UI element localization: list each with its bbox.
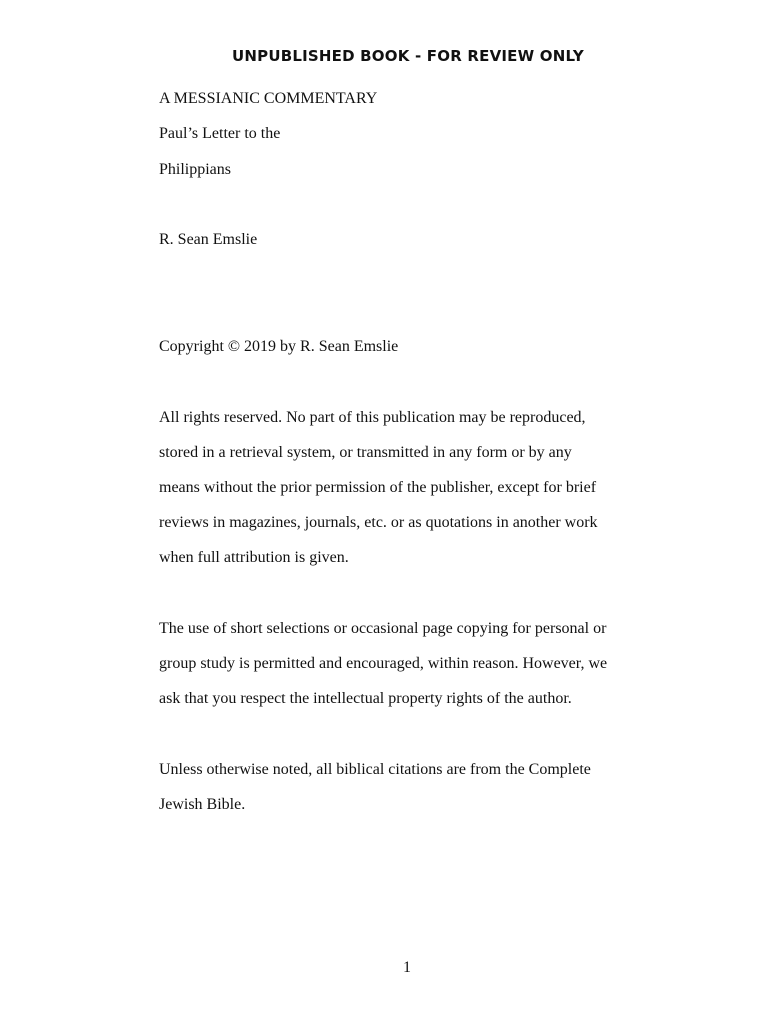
author-name: R. Sean Emslie [159, 231, 258, 248]
rights-line: stored in a retrieval system, or transmitted in any form or by any [159, 444, 572, 461]
book-title-line-1: Paul’s Letter to the [159, 125, 281, 142]
usage-line: The use of short selections or occasional page copying for personal or [159, 620, 607, 637]
rights-line: when full attribution is given. [159, 549, 349, 566]
page-number: 1 [403, 959, 411, 976]
copyright-line: Copyright © 2019 by R. Sean Emslie [159, 338, 399, 355]
citation-line: Jewish Bible. [159, 796, 246, 813]
series-title: A MESSIANIC COMMENTARY [159, 90, 378, 107]
rights-line: All rights reserved. No part of this publication may be reproduced, [159, 409, 586, 426]
usage-line: group study is permitted and encouraged, within reason. However, we [159, 655, 608, 672]
citation-line: Unless otherwise noted, all biblical citations are from the Complete [159, 761, 591, 778]
book-title-line-2: Philippians [159, 161, 232, 178]
review-header: UNPUBLISHED BOOK - FOR REVIEW ONLY [232, 47, 584, 65]
rights-line: reviews in magazines, journals, etc. or as quotations in another work [159, 514, 598, 531]
rights-line: means without the prior permission of the publisher, except for brief [159, 479, 597, 496]
usage-line: ask that you respect the intellectual property rights of the author. [159, 690, 572, 707]
